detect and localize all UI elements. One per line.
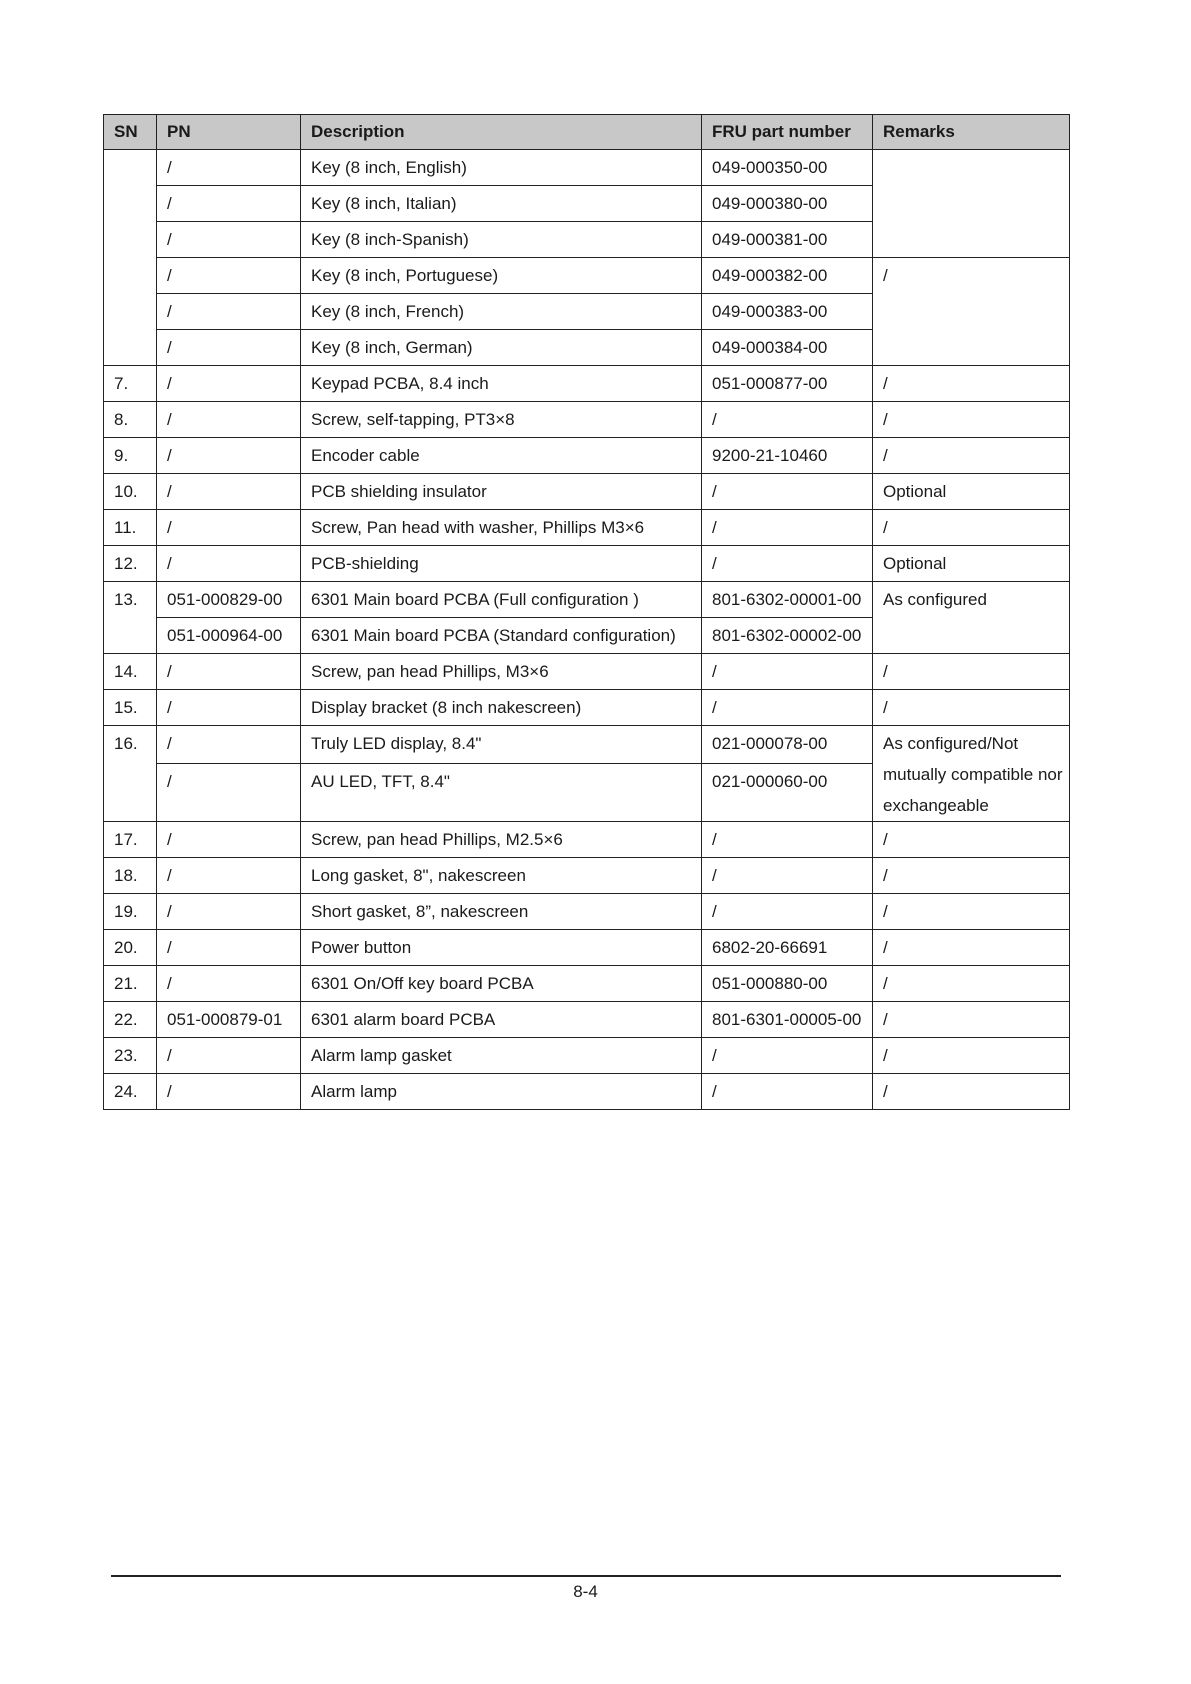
cell-description: Truly LED display, 8.4" <box>301 726 702 764</box>
cell-description: Key (8 inch, Portuguese) <box>301 258 702 294</box>
cell-description: 6301 On/Off key board PCBA <box>301 966 702 1002</box>
table-row <box>104 1074 1070 1110</box>
table-row <box>104 822 1070 858</box>
cell-pn: / <box>157 858 301 894</box>
table-row <box>104 966 1070 1002</box>
cell-remarks: / <box>873 510 1070 546</box>
cell-description: Alarm lamp gasket <box>301 1038 702 1074</box>
cell-sn: 21. <box>104 966 157 1002</box>
cell-fru: / <box>702 822 873 858</box>
table-row <box>104 546 1070 582</box>
cell-description: Screw, self-tapping, PT3×8 <box>301 402 702 438</box>
cell-description: 6301 alarm board PCBA <box>301 1002 702 1038</box>
cell-sn: 23. <box>104 1038 157 1074</box>
cell-remarks: / <box>873 438 1070 474</box>
cell-description: Key (8 inch, English) <box>301 150 702 186</box>
cell-fru: / <box>702 546 873 582</box>
cell-remarks: Optional <box>873 474 1070 510</box>
cell-pn: / <box>157 366 301 402</box>
cell-remarks: / <box>873 930 1070 966</box>
parts-table-container <box>103 114 1069 1110</box>
cell-remarks: As configured/Not mutually compatible nor exchangeable <box>873 726 1070 822</box>
cell-description: PCB-shielding <box>301 546 702 582</box>
cell-remarks: As configured <box>873 582 1070 654</box>
cell-sn: 13. <box>104 582 157 654</box>
table-row <box>104 402 1070 438</box>
cell-remarks: / <box>873 1002 1070 1038</box>
cell-sn: 14. <box>104 654 157 690</box>
cell-sn: 8. <box>104 402 157 438</box>
cell-sn: 10. <box>104 474 157 510</box>
cell-remarks: / <box>873 822 1070 858</box>
cell-description: Screw, pan head Phillips, M3×6 <box>301 654 702 690</box>
cell-sn: 18. <box>104 858 157 894</box>
table-row <box>104 690 1070 726</box>
cell-remarks: / <box>873 258 1070 366</box>
cell-description: Key (8 inch, French) <box>301 294 702 330</box>
cell-sn: 16. <box>104 726 157 822</box>
cell-sn: 22. <box>104 1002 157 1038</box>
cell-sn: 9. <box>104 438 157 474</box>
header-pn: PN <box>157 115 301 150</box>
cell-description: Short gasket, 8”, nakescreen <box>301 894 702 930</box>
table-row <box>104 258 1070 294</box>
cell-fru: 049-000380-00 <box>702 186 873 222</box>
cell-remarks: / <box>873 966 1070 1002</box>
footer-divider <box>111 1575 1061 1577</box>
table-row <box>104 510 1070 546</box>
cell-pn: / <box>157 222 301 258</box>
table-row <box>104 654 1070 690</box>
cell-pn: / <box>157 763 301 821</box>
cell-pn: / <box>157 726 301 764</box>
cell-remarks: / <box>873 402 1070 438</box>
header-remarks: Remarks <box>873 115 1070 150</box>
cell-sn: 11. <box>104 510 157 546</box>
cell-description: Key (8 inch-Spanish) <box>301 222 702 258</box>
cell-fru: / <box>702 1038 873 1074</box>
header-sn: SN <box>104 115 157 150</box>
cell-description: PCB shielding insulator <box>301 474 702 510</box>
table-row <box>104 858 1070 894</box>
cell-remarks: / <box>873 654 1070 690</box>
cell-description: Long gasket, 8", nakescreen <box>301 858 702 894</box>
table-row <box>104 150 1070 186</box>
cell-pn: / <box>157 510 301 546</box>
cell-description: Power button <box>301 930 702 966</box>
table-row <box>104 1038 1070 1074</box>
cell-pn: / <box>157 474 301 510</box>
cell-remarks: / <box>873 1074 1070 1110</box>
parts-table <box>103 114 1070 1110</box>
cell-pn: / <box>157 330 301 366</box>
cell-fru: / <box>702 474 873 510</box>
cell-description: Key (8 inch, German) <box>301 330 702 366</box>
cell-pn: / <box>157 654 301 690</box>
cell-fru: 049-000381-00 <box>702 222 873 258</box>
cell-sn: 7. <box>104 366 157 402</box>
header-description: Description <box>301 115 702 150</box>
cell-pn: 051-000879-01 <box>157 1002 301 1038</box>
cell-fru: 801-6301-00005-00 <box>702 1002 873 1038</box>
cell-fru: / <box>702 402 873 438</box>
cell-remarks: / <box>873 1038 1070 1074</box>
cell-fru: 021-000078-00 <box>702 726 873 764</box>
cell-fru: 051-000877-00 <box>702 366 873 402</box>
table-row <box>104 474 1070 510</box>
cell-fru: 801-6302-00001-00 <box>702 582 873 618</box>
cell-fru: / <box>702 1074 873 1110</box>
cell-sn: 24. <box>104 1074 157 1110</box>
cell-pn: / <box>157 822 301 858</box>
cell-fru: 049-000350-00 <box>702 150 873 186</box>
cell-pn: / <box>157 258 301 294</box>
table-row <box>104 438 1070 474</box>
cell-sn: 15. <box>104 690 157 726</box>
cell-remarks: Optional <box>873 546 1070 582</box>
cell-pn: 051-000829-00 <box>157 582 301 618</box>
cell-fru: / <box>702 894 873 930</box>
table-row <box>104 930 1070 966</box>
cell-description: Screw, Pan head with washer, Phillips M3×6 <box>301 510 702 546</box>
cell-sn: 12. <box>104 546 157 582</box>
cell-pn: / <box>157 294 301 330</box>
cell-pn: / <box>157 546 301 582</box>
table-header-row <box>104 115 1070 150</box>
cell-fru: 6802-20-66691 <box>702 930 873 966</box>
cell-remarks: / <box>873 366 1070 402</box>
table-row <box>104 894 1070 930</box>
cell-description: Screw, pan head Phillips, M2.5×6 <box>301 822 702 858</box>
cell-remarks: / <box>873 858 1070 894</box>
cell-pn: / <box>157 930 301 966</box>
cell-description: 6301 Main board PCBA (Standard configuration) <box>301 618 702 654</box>
table-row <box>104 366 1070 402</box>
cell-fru: 049-000382-00 <box>702 258 873 294</box>
cell-pn: / <box>157 438 301 474</box>
cell-description: Encoder cable <box>301 438 702 474</box>
cell-description: Alarm lamp <box>301 1074 702 1110</box>
table-row <box>104 582 1070 618</box>
cell-fru: 801-6302-00002-00 <box>702 618 873 654</box>
cell-remarks-empty <box>873 150 1070 258</box>
cell-description: Key (8 inch, Italian) <box>301 186 702 222</box>
header-fru-part-number: FRU part number <box>702 115 873 150</box>
cell-sn: 20. <box>104 930 157 966</box>
cell-pn: / <box>157 186 301 222</box>
cell-sn: 17. <box>104 822 157 858</box>
cell-description: Keypad PCBA, 8.4 inch <box>301 366 702 402</box>
cell-pn: / <box>157 1038 301 1074</box>
cell-pn: / <box>157 150 301 186</box>
cell-fru: 049-000383-00 <box>702 294 873 330</box>
table-row <box>104 726 1070 764</box>
cell-pn: / <box>157 1074 301 1110</box>
cell-sn: 19. <box>104 894 157 930</box>
cell-fru: / <box>702 654 873 690</box>
cell-pn: / <box>157 690 301 726</box>
cell-pn: / <box>157 894 301 930</box>
cell-pn: / <box>157 402 301 438</box>
cell-description: 6301 Main board PCBA (Full configuration ) <box>301 582 702 618</box>
cell-fru: 049-000384-00 <box>702 330 873 366</box>
cell-fru: 051-000880-00 <box>702 966 873 1002</box>
cell-fru: 9200-21-10460 <box>702 438 873 474</box>
cell-fru: / <box>702 690 873 726</box>
cell-fru: / <box>702 510 873 546</box>
table-row <box>104 1002 1070 1038</box>
cell-description: Display bracket (8 inch nakescreen) <box>301 690 702 726</box>
cell-description: AU LED, TFT, 8.4" <box>301 763 702 821</box>
cell-remarks: / <box>873 894 1070 930</box>
cell-fru: / <box>702 858 873 894</box>
cell-remarks: / <box>873 690 1070 726</box>
page-number: 8-4 <box>573 1582 598 1601</box>
cell-pn: / <box>157 966 301 1002</box>
cell-fru: 021-000060-00 <box>702 763 873 821</box>
cell-pn: 051-000964-00 <box>157 618 301 654</box>
cell-sn <box>104 150 157 366</box>
